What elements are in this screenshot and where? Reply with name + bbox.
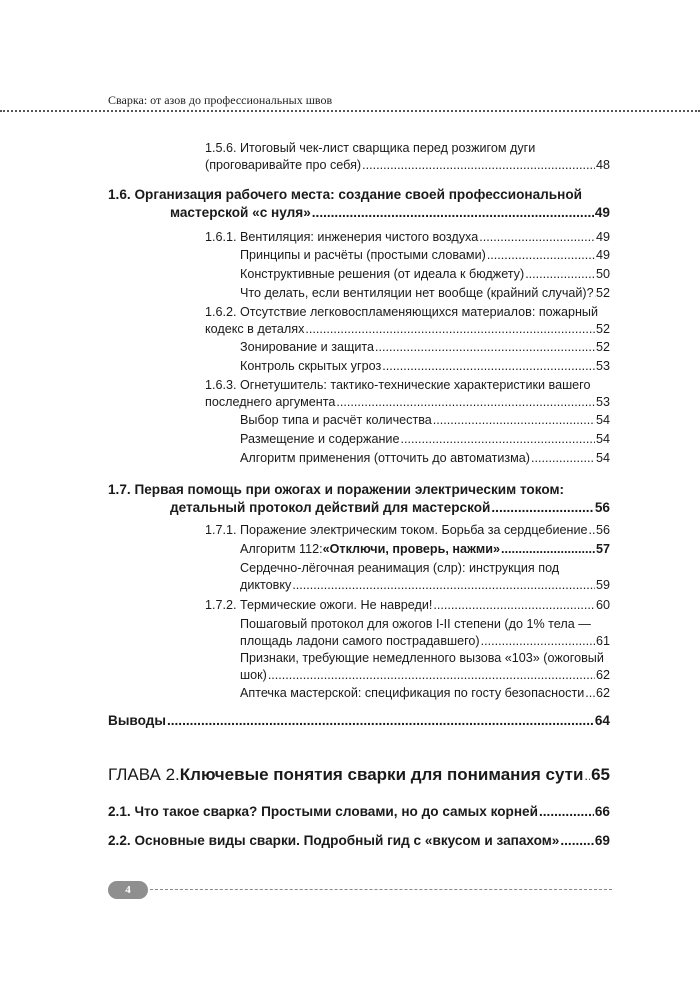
page-number: 56 [595,523,610,537]
toc-entry-conclusions[interactable]: Выводы ..... 64 [108,712,610,730]
toc-entry-1-7-1[interactable]: 1.7.1. Поражение электрическим током. Борьба за сердцебиение ..... 56 [205,522,610,539]
toc-entry-1-6-2[interactable]: 1.6.2. Отсутствие легковоспламеняющихся материалов: пожарный кодекс в деталях ..... 52 [205,304,610,338]
toc-entry-constructive[interactable]: Конструктивные решения (от идеала к бюджету) ..... 50 [240,266,610,283]
page-number: 60 [595,598,610,612]
page-number: 64 [594,713,610,728]
toc-entry-hidden-threats[interactable]: Контроль скрытых угроз ..... 53 [240,358,610,375]
page-number: 56 [594,500,610,515]
toc-entry-1-6-3[interactable]: 1.6.3. Огнетушитель: тактико-технические характеристики вашего последнего аргумента ..... 53 [205,377,610,411]
toc-entry-2-2[interactable]: 2.2. Основные виды сварки. Подробный гид с «вкусом и запахом» ..... 69 [108,832,610,850]
page-number: 69 [594,833,610,848]
toc-entry-type-selection[interactable]: Выбор типа и расчёт количества ..... 54 [240,412,610,429]
page-number: 54 [595,451,610,465]
page-number: 49 [594,205,610,220]
page-number: 52 [595,322,610,336]
header-divider [0,110,700,112]
running-title: Сварка: от азов до профессиональных швов [108,93,333,107]
toc-entry-zoning[interactable]: Зонирование и защита ..... 52 [240,339,610,356]
page-number-badge: 4 [108,881,148,899]
page-number: 62 [595,668,610,682]
toc-entry-no-ventilation[interactable]: Что делать, если вентиляции нет вообще (крайний случай)? ..... 52 [240,285,610,302]
toc-entry-burn-protocol[interactable]: Пошаговый протокол для ожогов I-II степени (до 1% тела — площадь ладони самого пострадавшего) ..... 61 [240,616,610,650]
toc-entry-1-5-6[interactable]: 1.5.6. Итоговый чек-лист сварщика перед розжигом дуги (проговаривайте про себя) ..... 48 [205,140,610,174]
page-number: 53 [595,395,610,409]
page-number: 49 [595,248,610,262]
page-number: 62 [595,686,610,700]
toc-entry-1-6-1[interactable]: 1.6.1. Вентиляция: инженерия чистого воздуха ..... 49 [205,229,610,246]
toc-entry-cpr[interactable]: Сердечно-лёгочная реанимация (слр): инструкция под диктовку ..... 59 [240,560,610,594]
page-number: 57 [595,542,610,556]
page-number: 66 [594,804,610,819]
toc-entry-algorithm-112[interactable]: Алгоритм 112: «Отключи, проверь, нажми» ..... 57 [240,541,610,558]
page-number: 54 [595,432,610,446]
page-number: 50 [595,267,610,281]
page-number: 49 [595,230,610,244]
toc-entry-placement[interactable]: Размещение и содержание ..... 54 [240,431,610,448]
footer-divider [150,889,612,890]
page-number: 65 [591,765,610,784]
toc-entry-2-1[interactable]: 2.1. Что такое сварка? Простыми словами, но до самых корней ..... 66 [108,803,610,821]
page-number: 52 [595,286,610,300]
toc-entry-1-6[interactable]: 1.6. Организация рабочего места: создание своей профессиональной мастерской «с нуля» ..... 49 [108,186,610,222]
toc-entry-principles[interactable]: Принципы и расчёты (простыми словами) ..... 49 [240,247,610,264]
toc-entry-burn-shock[interactable]: Признаки, требующие немедленного вызова «103» (ожоговый шок) ..... 62 [240,650,610,684]
page-number: 48 [595,158,610,172]
toc-entry-1-7[interactable]: 1.7. Первая помощь при ожогах и поражении электрическим током: детальный протокол действий для мастерской ..... 56 [108,481,610,517]
toc-chapter-2[interactable]: ГЛАВА 2. Ключевые понятия сварки для понимания сути ..... 65 [108,764,610,787]
page-number: 52 [595,340,610,354]
page-number: 53 [595,359,610,373]
toc-entry-algorithm[interactable]: Алгоритм применения (отточить до автоматизма) ..... 54 [240,450,610,467]
toc-entry-first-aid-kit[interactable]: Аптечка мастерской: спецификация по госту безопасности ..... 62 [240,685,610,702]
toc-entry-1-7-2[interactable]: 1.7.2. Термические ожоги. Не навреди! ..... 60 [205,597,610,614]
page-number: 61 [595,634,610,648]
page-number: 54 [595,413,610,427]
page-number: 59 [595,578,610,592]
